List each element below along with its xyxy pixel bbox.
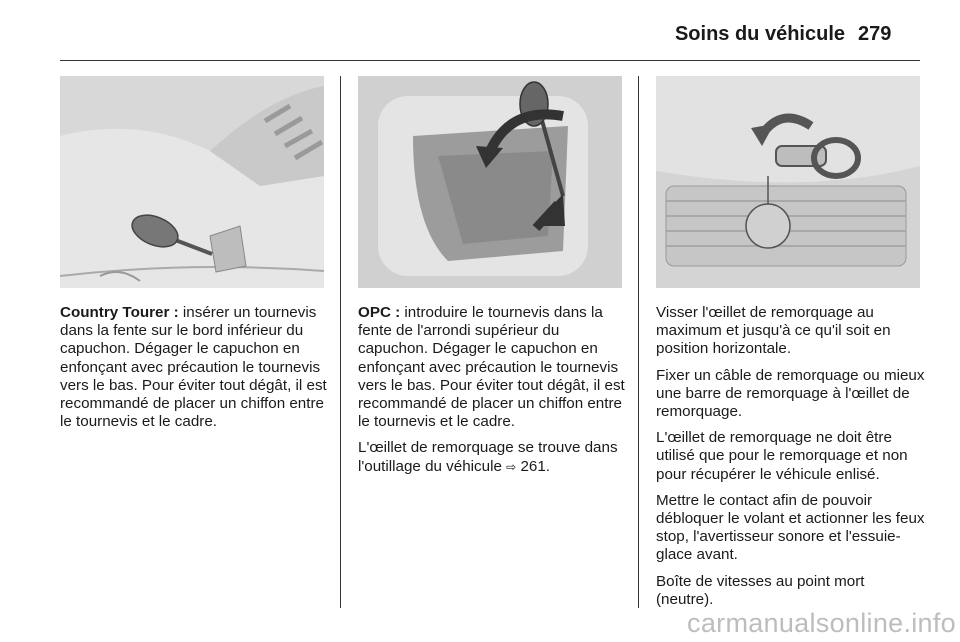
figure-opc-cap	[358, 76, 622, 288]
watermark: carmanualsonline.info	[687, 608, 956, 638]
page-reference-link[interactable]: 261.	[520, 457, 550, 475]
paragraph	[358, 439, 628, 475]
column-1-text	[60, 304, 330, 439]
paragraph: Visser l'œillet de remorquage au maximum et jusqu'à ce qu'il soit en position horizontale.	[656, 304, 891, 358]
figure-towing-eye	[656, 76, 920, 288]
screwdriver-bumper-illustration	[60, 76, 324, 288]
figure-country-tourer-cap	[60, 76, 324, 288]
column-divider-2	[638, 76, 639, 608]
page-reference-arrow-icon: ⇨	[506, 459, 517, 474]
paragraph	[60, 304, 330, 431]
page-number: 279	[858, 23, 892, 45]
header-rule	[60, 60, 920, 61]
paragraph-text: introduire le tournevis dans la fente de l'arrondi supérieur du capuchon. Dégager le capuchon en enfonçant avec précaution le tournevis vers le bas. Pour éviter tout dégât, il est recommandé de placer un chiffon entre le tournevis et le cadre.	[358, 304, 625, 431]
paragraph: Boîte de vitesses au point mort (neutre).	[656, 572, 865, 608]
paragraph: Fixer un câble de remorquage ou mieux une barre de remorquage à l'œillet de remorquage.	[656, 366, 925, 421]
paragraph: Mettre le contact afin de pouvoir débloquer le volant et actionner les feux stop, l'avertisseur sonore et l'essuie-glace avant.	[656, 491, 925, 564]
lead-label: OPC :	[358, 304, 401, 321]
paragraph-text: insérer un tournevis dans la fente sur le bord inférieur du capuchon. Dégager le capuchon en enfonçant avec précaution le tournevis vers le bas. Pour éviter tout dégât, il est recommandé de placer un chiffon entre le tournevis et le cadre.	[60, 304, 327, 431]
opc-screwdriver-illustration	[358, 76, 622, 288]
paragraph: L'œillet de remorquage ne doit être utilisé que pour le remorquage et non pour récupérer le véhicule enlisé.	[656, 429, 908, 483]
paragraph	[358, 304, 628, 431]
column-2-text	[358, 304, 628, 484]
paragraph-text: L'œillet de remorquage se trouve dans l'outillage du véhicule	[358, 439, 618, 475]
column-3-text	[656, 304, 926, 617]
towing-eye-illustration	[656, 76, 920, 288]
column-divider-1	[340, 76, 341, 608]
lead-label: Country Tourer :	[60, 304, 179, 321]
page-title: Soins du véhicule	[674, 23, 845, 45]
